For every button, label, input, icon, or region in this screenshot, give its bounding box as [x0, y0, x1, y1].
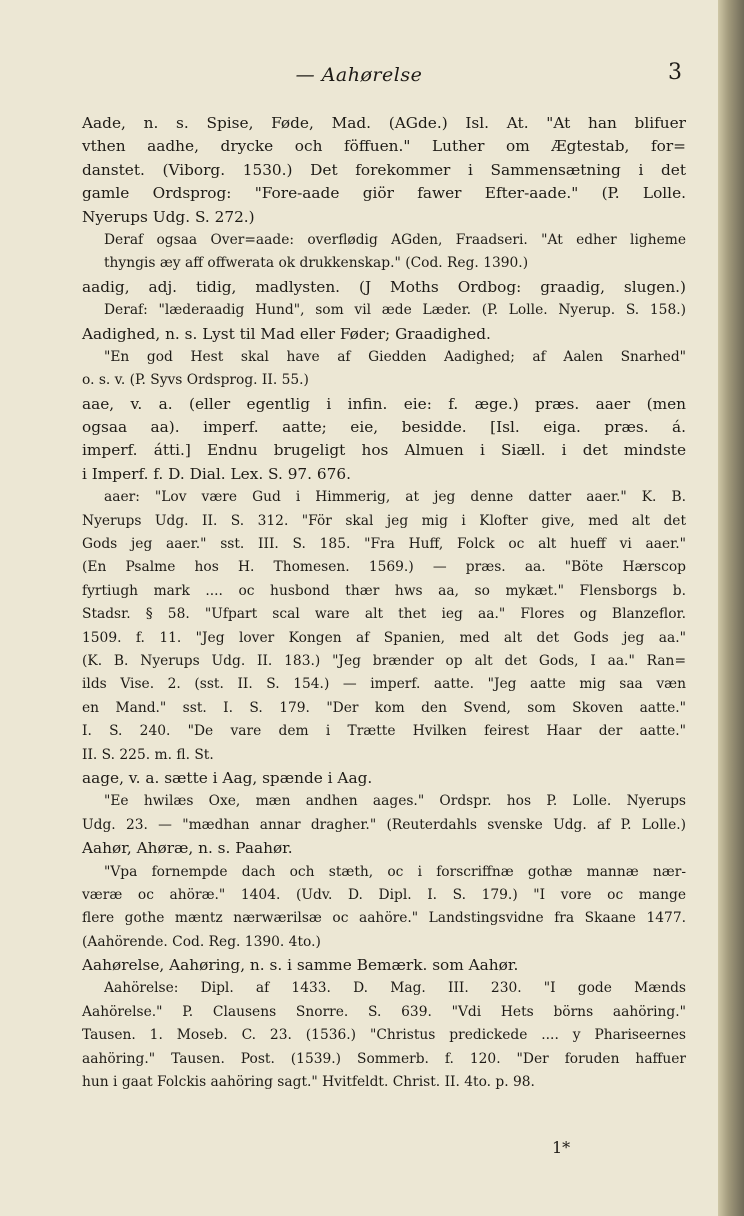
text-line: "Ee hwilæs Oxe, mæn andhen aages." Ordspr. hos P. Lolle. Nyerups	[104, 793, 686, 810]
text-line: aae, v. a. (eller egentlig i infin. eie: f. æge.) præs. aaer (men	[82, 394, 686, 413]
text-line: aahöring." Tausen. Post. (1539.) Sommerb. f. 120. "Der foruden haffuer	[82, 1050, 686, 1067]
text-line: Gods jeg aaer." sst. III. S. 185. "Fra Huff, Folck oc alt hueff vi aaer."	[82, 536, 686, 553]
text-line: 1509. f. 11. "Jeg lover Kongen af Spanien, med alt det Gods jeg aa."	[82, 629, 686, 646]
text-line: o. s. v. (P. Syvs Ordsprog. II. 55.)	[82, 372, 309, 389]
dictionary-text	[82, 112, 686, 1094]
text-line: fyrtiugh mark .... oc husbond thær hws aa, so mykæt." Flensborgs b.	[82, 582, 686, 599]
text-line: (Aahörende. Cod. Reg. 1390. 4to.)	[82, 933, 321, 950]
text-line: II. S. 225. m. fl. St.	[82, 746, 214, 763]
text-line: "En god Hest skal have af Giedden Aadighed; af Aalen Snarhed"	[104, 348, 686, 365]
text-line: væræ oc ahöræ." 1404. (Udv. D. Dipl. I. S. 179.) "I vore oc mange	[82, 886, 686, 903]
text-line: Stadsr. § 58. "Ufpart scal ware alt thet ieg aa." Flores og Blanzeflor.	[82, 606, 686, 623]
text-line: Aade, n. s. Spise, Føde, Mad. (AGde.) Isl. At. "At han blifuer	[82, 114, 686, 132]
text-line: Aahörelse." P. Clausens Snorre. S. 639. "Vdi Hets börns aahöring."	[82, 1003, 686, 1020]
text-line: Aahørelse, Aahøring, n. s. i samme Bemærk. som Aahør.	[82, 956, 519, 975]
text-line: Deraf ogsaa Over=aade: overflødig AGden, Fraadseri. "At edher ligheme	[104, 231, 686, 248]
text-line: thyngis æy aff offwerata ok drukkenskap." (Cod. Reg. 1390.)	[104, 255, 529, 272]
text-line: I. S. 240. "De vare dem i Trætte Hvilken feirest Haar der aatte."	[82, 723, 686, 740]
text-line: aaer: "Lov være Gud i Himmerig, at jeg denne datter aaer." K. B.	[104, 489, 686, 506]
text-line: imperf. átti.] Endnu brugeligt hos Almuen i Siæll. i det mindste	[82, 441, 686, 460]
page-number: 3	[668, 60, 682, 85]
text-line: (K. B. Nyerups Udg. II. 183.) "Jeg brænder op alt det Gods, I aa." Ran=	[82, 652, 686, 669]
page-edge	[718, 0, 744, 1216]
text-line: ogsaa aa). imperf. aatte; eie, besidde. [Isl. eiga. præs. á.	[82, 418, 686, 437]
text-line: hun i gaat Folckis aahöring sagt." Hvitfeldt. Christ. II. 4to. p. 98.	[82, 1074, 535, 1091]
text-line: Deraf: "læderaadig Hund", som vil æde Læder. (P. Lolle. Nyerup. S. 158.)	[104, 302, 686, 319]
text-line: gamle Ordsprog: "Fore-aade giör fawer Efter-aade." (P. Lolle.	[82, 184, 686, 203]
text-line: "Vpa fornempde dach och stæth, oc i forscriffnæ gothæ mannæ nær-	[104, 863, 686, 880]
text-line: Udg. 23. — "mædhan annar dragher." (Reuterdahls svenske Udg. af P. Lolle.)	[82, 816, 686, 833]
text-line: vthen aadhe, drycke och föffuen." Luther om Ægtestab, for=	[82, 137, 686, 156]
text-line: Aahörelse: Dipl. af 1433. D. Mag. III. 230. "I gode Mænds	[104, 980, 686, 997]
text-line: Nyerups Udg. II. S. 312. "För skal jeg mig i Klofter give, med alt det	[82, 512, 686, 529]
running-head: — Aahørelse	[295, 64, 423, 86]
text-line: Nyerups Udg. S. 272.)	[82, 207, 255, 226]
text-line: danstet. (Viborg. 1530.) Det forekommer i Sammensætning i det	[82, 160, 686, 179]
text-line: Aadighed, n. s. Lyst til Mad eller Føder; Graadighed.	[82, 324, 491, 343]
text-line: aadig, adj. tidig, madlysten. (J Moths Ordbog: graadig, slugen.)	[82, 277, 686, 296]
text-line: Aahør, Ahøræ, n. s. Paahør.	[82, 839, 293, 858]
text-line: i Imperf. f. D. Dial. Lex. S. 97. 676.	[82, 464, 351, 483]
text-line: ilds Vise. 2. (sst. II. S. 154.) — imperf. aatte. "Jeg aatte mig saa væn	[82, 676, 686, 693]
page-header	[0, 60, 718, 90]
text-line: aage, v. a. sætte i Aag, spænde i Aag.	[82, 768, 373, 787]
text-line: en Mand." sst. I. S. 179. "Der kom den Svend, som Skoven aatte."	[82, 699, 686, 716]
text-line: flere gothe mæntz nærwærilsæ oc aahöre." Landstingsvidne fra Skaane 1477.	[82, 910, 686, 927]
signature-mark: 1*	[552, 1138, 571, 1157]
text-line: Tausen. 1. Moseb. C. 23. (1536.) "Christus predickede .... y Phariseernes	[82, 1027, 686, 1044]
text-line: (En Psalme hos H. Thomesen. 1569.) — præs. aa. "Böte Hærscop	[82, 559, 686, 576]
